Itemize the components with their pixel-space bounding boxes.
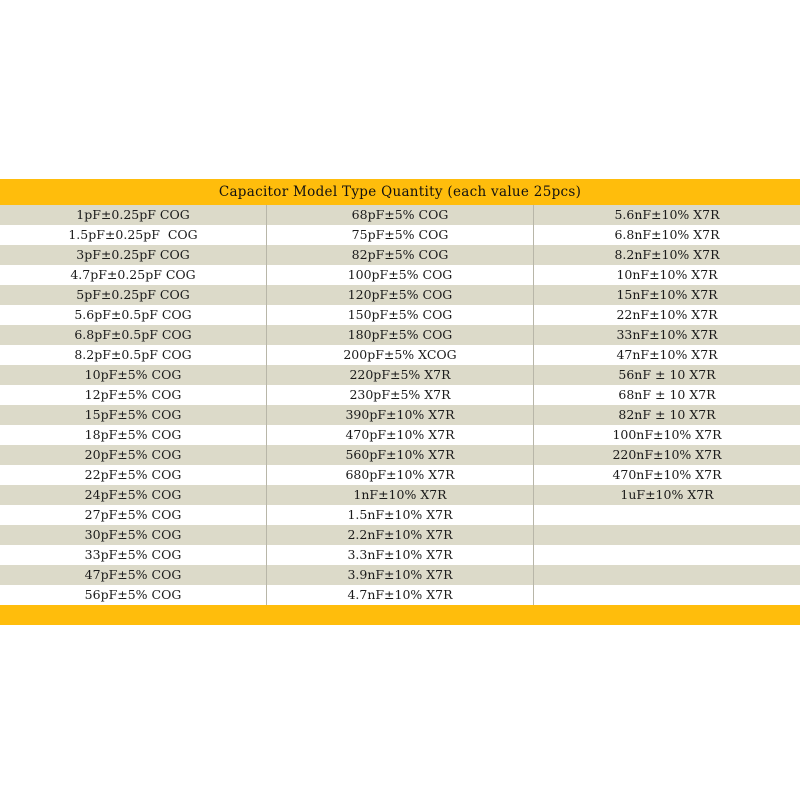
table-row xyxy=(0,545,800,565)
table-cell: 47nF±10% X7R xyxy=(616,347,718,362)
table-row xyxy=(0,485,800,505)
table-cell: 1.5pF±0.25pF COG xyxy=(0,225,267,245)
table-cell: 3.3nF±10% X7R xyxy=(267,545,534,565)
table-cell xyxy=(534,505,800,525)
table-row xyxy=(0,405,800,425)
table-row xyxy=(0,345,800,365)
table-cell: 56pF±5% COG xyxy=(0,585,267,605)
table-cell: 680pF±10% X7R xyxy=(267,465,534,485)
table-cell: 100pF±5% COG xyxy=(267,265,534,285)
table-row xyxy=(0,305,800,325)
table-cell: 82nF ± 10 X7R xyxy=(618,407,716,422)
table-cell: 33pF±5% COG xyxy=(0,545,267,565)
table-row xyxy=(0,525,800,545)
table-body xyxy=(0,205,800,605)
table-cell: 68nF ± 10 X7R xyxy=(618,387,716,402)
table-cell: 27pF±5% COG xyxy=(0,505,267,525)
table-cell: 3pF±0.25pF COG xyxy=(0,245,267,265)
table-title: Capacitor Model Type Quantity (each value 25pcs) xyxy=(218,184,582,200)
table-cell: 6.8pF±0.5pF COG xyxy=(0,325,267,345)
table-cell: 1pF±0.25pF COG xyxy=(0,205,267,225)
table-row xyxy=(0,585,800,605)
table-row xyxy=(0,445,800,465)
table-cell: 4.7pF±0.25pF COG xyxy=(0,265,267,285)
table-cell: 75pF±5% COG xyxy=(267,225,534,245)
table-cell xyxy=(534,545,800,565)
table-row xyxy=(0,505,800,525)
table-row xyxy=(0,325,800,345)
table-cell: 2.2nF±10% X7R xyxy=(267,525,534,545)
table-cell: 560pF±10% X7R xyxy=(267,445,534,465)
table-title-bar xyxy=(0,179,800,205)
table-cell: 1nF±10% X7R xyxy=(267,485,534,505)
table-cell: 180pF±5% COG xyxy=(267,325,534,345)
table-cell: 8.2nF±10% X7R xyxy=(614,247,720,262)
table-cell xyxy=(534,585,800,605)
table-cell: 30pF±5% COG xyxy=(0,525,267,545)
table-cell: 220pF±5% X7R xyxy=(267,365,534,385)
table-cell: 1uF±10% X7R xyxy=(620,487,714,502)
table-cell: 18pF±5% COG xyxy=(0,425,267,445)
table-row xyxy=(0,205,800,225)
table-cell: 120pF±5% COG xyxy=(267,285,534,305)
table-cell: 3.9nF±10% X7R xyxy=(267,565,534,585)
table-cell: 4.7nF±10% X7R xyxy=(267,585,534,605)
table-cell: 5.6pF±0.5pF COG xyxy=(0,305,267,325)
table-cell: 5pF±0.25pF COG xyxy=(0,285,267,305)
table-cell: 5.6nF±10% X7R xyxy=(614,207,720,222)
table-cell: 22nF±10% X7R xyxy=(616,307,718,322)
table-cell: 470nF±10% X7R xyxy=(612,467,722,482)
table-cell: 200pF±5% XCOG xyxy=(267,345,534,365)
table-cell: 15nF±10% X7R xyxy=(616,287,718,302)
table-cell: 8.2pF±0.5pF COG xyxy=(0,345,267,365)
table-cell: 56nF ± 10 X7R xyxy=(618,367,716,382)
table-cell: 1.5nF±10% X7R xyxy=(267,505,534,525)
table-row xyxy=(0,365,800,385)
table-cell: 68pF±5% COG xyxy=(267,205,534,225)
table-footer-bar xyxy=(0,605,800,625)
table-cell: 230pF±5% X7R xyxy=(267,385,534,405)
table-cell: 15pF±5% COG xyxy=(0,405,267,425)
table-cell xyxy=(534,525,800,545)
table-row xyxy=(0,225,800,245)
table-cell: 150pF±5% COG xyxy=(267,305,534,325)
table-cell xyxy=(534,565,800,585)
table-cell: 22pF±5% COG xyxy=(0,465,267,485)
table-cell: 470pF±10% X7R xyxy=(267,425,534,445)
table-cell: 10nF±10% X7R xyxy=(616,267,718,282)
table-cell: 12pF±5% COG xyxy=(0,385,267,405)
table-row xyxy=(0,465,800,485)
table-row xyxy=(0,265,800,285)
table-cell: 47pF±5% COG xyxy=(0,565,267,585)
table-row xyxy=(0,285,800,305)
table-cell: 24pF±5% COG xyxy=(0,485,267,505)
capacitor-table xyxy=(0,179,800,625)
table-row xyxy=(0,245,800,265)
table-cell: 6.8nF±10% X7R xyxy=(614,227,720,242)
table-row xyxy=(0,385,800,405)
table-cell: 390pF±10% X7R xyxy=(267,405,534,425)
table-cell: 82pF±5% COG xyxy=(267,245,534,265)
table-cell: 10pF±5% COG xyxy=(0,365,267,385)
table-row xyxy=(0,425,800,445)
table-cell: 100nF±10% X7R xyxy=(612,427,722,442)
table-row xyxy=(0,565,800,585)
table-cell: 20pF±5% COG xyxy=(0,445,267,465)
table-cell: 33nF±10% X7R xyxy=(616,327,718,342)
table-cell: 220nF±10% X7R xyxy=(612,447,722,462)
